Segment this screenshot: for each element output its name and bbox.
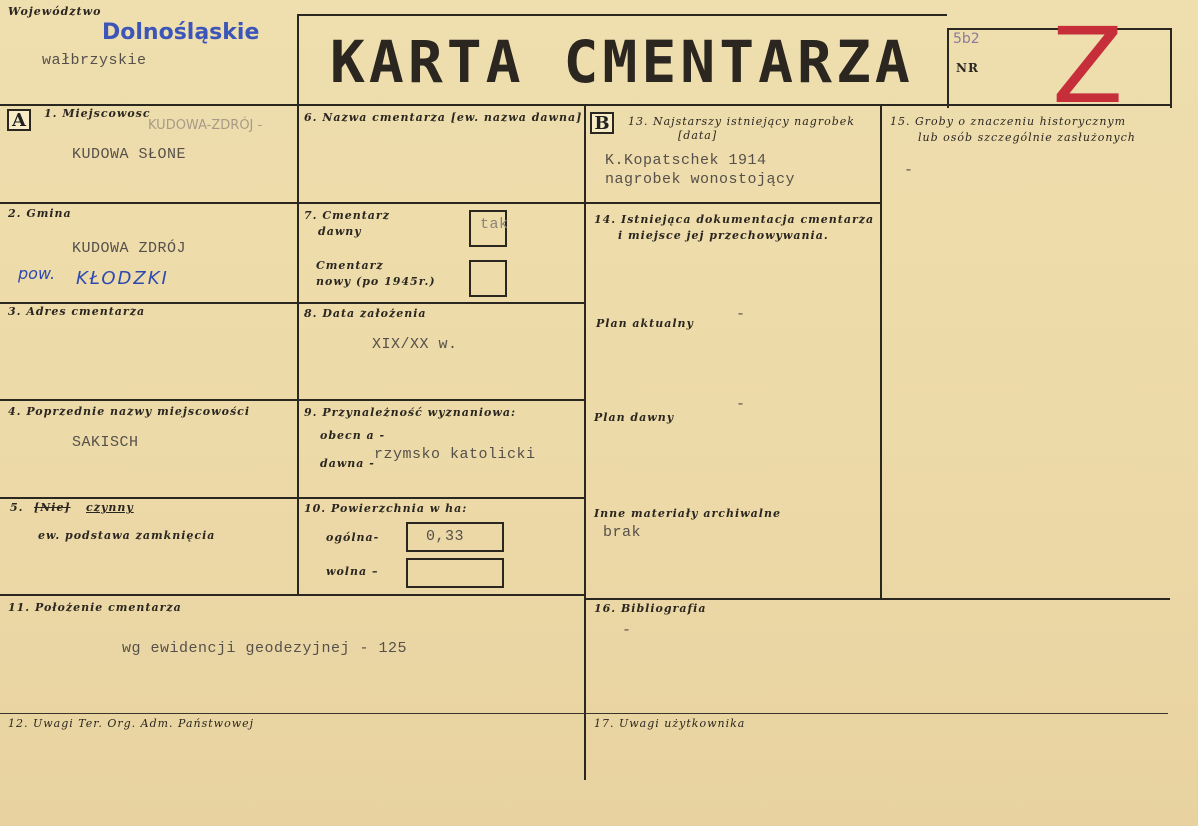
card-title: KARTA CMENTARZA — [330, 28, 914, 96]
field-15-value: - — [904, 162, 914, 179]
field-9-label: 9. Przynależność wyznaniowa: — [304, 406, 517, 419]
field-5-nie: [Nie] — [34, 501, 71, 514]
field-5-label-num: 5. — [10, 501, 24, 514]
field-13-value-a: K.Kopatschek 1914 — [605, 152, 767, 169]
field-7-nowy-b: nowy (po 1945r.) — [316, 275, 436, 288]
field-12-label: 12. Uwagi Ter. Org. Adm. Państwowej — [8, 717, 255, 730]
field-1-label: 1. Miejscowosc — [44, 107, 151, 120]
field-14-plan-dawny: Plan dawny — [594, 411, 675, 424]
nr-value: Z — [1052, 5, 1124, 127]
divider — [584, 598, 1170, 600]
field-5-czynny: czynny — [86, 501, 134, 514]
wojewodztwo-label: Województwo — [8, 5, 102, 18]
field-14-inne-value: brak — [603, 524, 642, 541]
field-4-label: 4. Poprzednie nazwy miejscowości — [8, 405, 251, 418]
divider — [947, 28, 949, 108]
field-9-dawna: dawna - — [320, 457, 375, 470]
field-15-label-a: 15. Groby o znaczeniu historycznym — [890, 115, 1127, 128]
field-10-label: 10. Powierzchnia w ha: — [304, 502, 468, 515]
field-3-label: 3. Adres cmentarza — [8, 305, 146, 318]
field-7-nowy-checkbox[interactable] — [469, 260, 507, 297]
field-2-pow-value: KŁODZKI — [76, 268, 169, 289]
divider — [0, 104, 1172, 106]
field-7-dawny-value: tak — [480, 216, 509, 233]
field-13-label-a: 13. Najstarszy istniejący nagrobek — [628, 115, 855, 128]
field-14-label-a: 14. Istniejąca dokumentacja cmentarza — [594, 213, 875, 226]
divider — [584, 104, 586, 780]
field-7-label-b: dawny — [318, 225, 362, 238]
wojewodztwo-typed: wałbrzyskie — [42, 52, 147, 69]
divider — [0, 399, 584, 401]
field-13-label-b: [data] — [678, 129, 718, 142]
field-14-plan-dawny-value: - — [736, 396, 746, 413]
section-b-marker: B — [590, 112, 614, 134]
field-8-value: XIX/XX w. — [372, 336, 458, 353]
field-1-value: KUDOWA SŁONE — [72, 146, 187, 163]
field-9-obecna: obecn a - — [320, 429, 386, 442]
field-10-wolna-box[interactable] — [406, 558, 504, 588]
field-14-inne-materialy: Inne materiały archiwalne — [594, 507, 781, 520]
divider — [297, 14, 299, 594]
divider — [880, 104, 882, 598]
field-9-value: rzymsko katolicki — [374, 446, 536, 463]
field-2-pow-label: pow. — [18, 264, 56, 283]
divider — [297, 14, 947, 16]
field-14-label-b: i miejsce jej przechowywania. — [618, 229, 829, 242]
divider — [0, 594, 584, 596]
field-14-plan-aktualny-value: - — [736, 306, 746, 323]
field-2-value: KUDOWA ZDRÓJ — [72, 240, 187, 257]
field-11-label: 11. Położenie cmentarza — [8, 601, 182, 614]
field-16-value: - — [622, 622, 632, 639]
field-17-label: 17. Uwagi użytkownika — [594, 717, 746, 730]
field-10-wolna: wolna – — [326, 565, 379, 578]
field-2-label: 2. Gmina — [8, 207, 72, 220]
field-11-value: wg ewidencji geodezyjnej - 125 — [122, 640, 408, 657]
field-8-label: 8. Data założenia — [304, 307, 427, 320]
field-1-pencil-note: KUDOWA-ZDRÓJ - — [148, 118, 263, 133]
field-14-plan-aktualny: Plan aktualny — [596, 317, 694, 330]
field-16-label: 16. Bibliografia — [594, 602, 707, 615]
section-a-marker: A — [7, 109, 31, 131]
field-7-nowy-a: Cmentarz — [316, 259, 384, 272]
wojewodztwo-stamp: Dolnośląskie — [102, 20, 260, 45]
divider — [0, 202, 880, 204]
divider — [0, 713, 1168, 714]
field-4-value: SAKISCH — [72, 434, 139, 451]
nr-label: NR — [956, 61, 979, 75]
field-10-ogolna-value: 0,33 — [426, 528, 465, 545]
field-6-label: 6. Nazwa cmentarza [ew. nazwa dawna] — [304, 111, 583, 124]
nr-pencil-note: 5b2 — [953, 31, 980, 47]
divider — [1170, 28, 1172, 108]
field-15-label-b: lub osób szczególnie zasłużonych — [918, 131, 1136, 144]
divider — [0, 497, 584, 499]
field-13-value-b: nagrobek wonostojący — [605, 171, 796, 188]
field-10-ogolna: ogólna- — [326, 531, 380, 544]
field-5-sub: ew. podstawa zamknięcia — [38, 529, 216, 542]
field-7-label-a: 7. Cmentarz — [304, 209, 390, 222]
